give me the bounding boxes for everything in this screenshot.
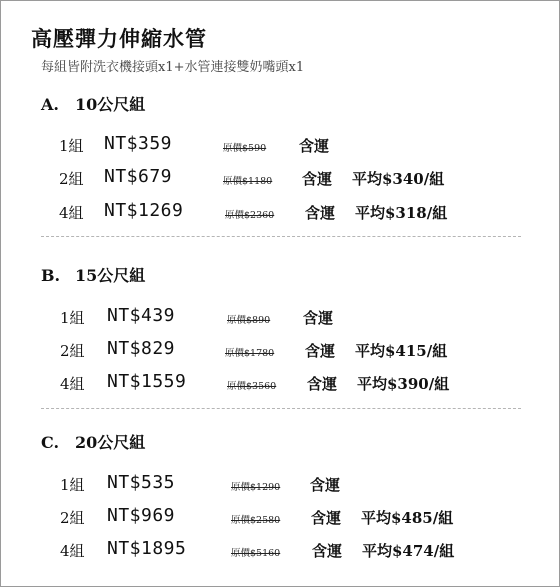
sale-price: NT$829 xyxy=(107,338,176,359)
section-letter: C. xyxy=(41,433,60,452)
average-price: 平均$340/組 xyxy=(352,170,445,188)
price-row xyxy=(1,505,559,535)
price-row xyxy=(1,472,559,502)
price-row xyxy=(1,538,559,568)
shipping-included: 含運 xyxy=(302,170,333,188)
section-name: 10公尺組 xyxy=(75,95,146,114)
section-header-c xyxy=(41,430,145,453)
shipping-included: 含運 xyxy=(299,137,330,155)
quantity-label: 4組 xyxy=(60,375,85,393)
original-price: 原價$890 xyxy=(227,315,271,326)
sale-price: NT$535 xyxy=(107,472,176,493)
section-divider xyxy=(41,408,521,409)
sale-price: NT$679 xyxy=(104,166,173,187)
original-price: 原價$1290 xyxy=(231,482,281,493)
average-price: 平均$474/組 xyxy=(362,542,455,560)
quantity-label: 2組 xyxy=(60,509,85,527)
original-price: 原價$3560 xyxy=(227,381,277,392)
sale-price: NT$1269 xyxy=(104,200,184,221)
page-title: 高壓彈力伸縮水管 xyxy=(31,26,207,51)
section-name: 20公尺組 xyxy=(75,433,146,452)
quantity-label: 1組 xyxy=(59,137,84,155)
average-price: 平均$390/組 xyxy=(357,375,450,393)
quantity-label: 2組 xyxy=(60,342,85,360)
shipping-included: 含運 xyxy=(303,309,334,327)
section-header-b xyxy=(41,263,145,286)
section-letter: A. xyxy=(41,95,59,114)
price-row xyxy=(1,200,559,230)
original-price: 原價$5160 xyxy=(231,548,281,559)
quantity-label: 4組 xyxy=(59,204,84,222)
sale-price: NT$969 xyxy=(107,505,176,526)
section-letter: B. xyxy=(41,266,61,285)
shipping-included: 含運 xyxy=(305,204,336,222)
original-price: 原價$2360 xyxy=(225,210,275,221)
shipping-included: 含運 xyxy=(305,342,336,360)
average-price: 平均$485/組 xyxy=(361,509,454,527)
section-divider xyxy=(41,236,521,237)
section-header-a xyxy=(41,92,145,115)
sale-price: NT$1895 xyxy=(107,538,187,559)
average-price: 平均$415/組 xyxy=(355,342,448,360)
section-name: 15公尺組 xyxy=(75,266,146,285)
original-price: 原價$1180 xyxy=(223,176,273,187)
average-price: 平均$318/組 xyxy=(355,204,448,222)
quantity-label: 2組 xyxy=(59,170,84,188)
sale-price: NT$1559 xyxy=(107,371,187,392)
quantity-label: 1組 xyxy=(60,476,85,494)
page-subtitle: 每組皆附洗衣機接頭x1+水管連接雙奶嘴頭x1 xyxy=(41,60,305,75)
shipping-included: 含運 xyxy=(310,476,341,494)
original-price: 原價$1780 xyxy=(225,348,275,359)
sale-price: NT$439 xyxy=(107,305,176,326)
quantity-label: 4組 xyxy=(60,542,85,560)
quantity-label: 1組 xyxy=(60,309,85,327)
price-row xyxy=(1,338,559,368)
shipping-included: 含運 xyxy=(312,542,343,560)
sale-price: NT$359 xyxy=(104,133,173,154)
original-price: 原價$2580 xyxy=(231,515,281,526)
shipping-included: 含運 xyxy=(311,509,342,527)
price-row xyxy=(1,166,559,196)
price-row xyxy=(1,133,559,163)
original-price: 原價$590 xyxy=(223,143,267,154)
price-row xyxy=(1,305,559,335)
shipping-included: 含運 xyxy=(307,375,338,393)
price-row xyxy=(1,371,559,401)
